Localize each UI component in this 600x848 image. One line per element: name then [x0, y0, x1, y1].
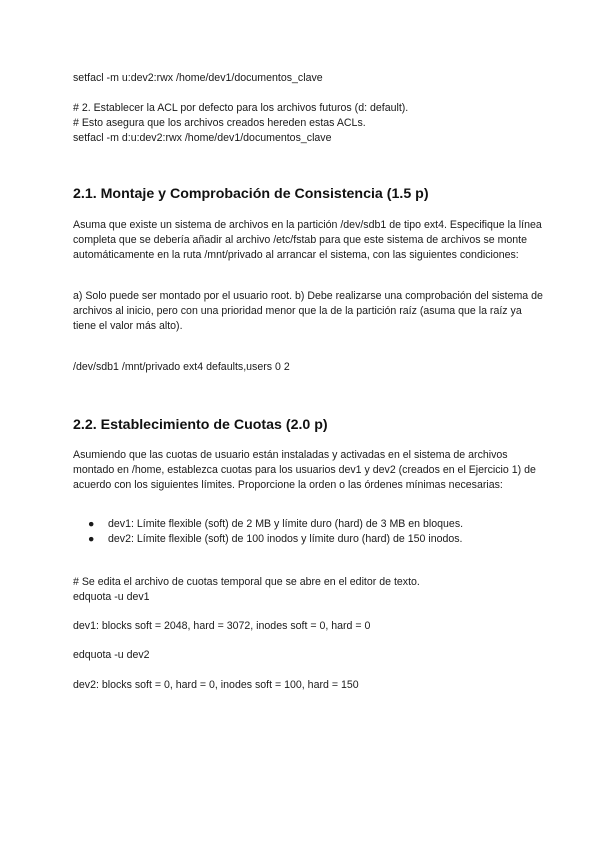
list-item — [88, 532, 463, 547]
code-line-setfacl-user: setfacl -m u:dev2:rwx /home/dev1/documentos_clave — [73, 72, 323, 84]
bullet-icon: ● — [88, 533, 95, 546]
code-line-setfacl-default: setfacl -m d:u:dev2:rwx /home/dev1/documentos_clave — [73, 132, 332, 144]
list-item — [88, 517, 463, 532]
edquota-dev1-command: edquota -u dev1 — [73, 591, 150, 603]
section-2-1-answer: /dev/sdb1 /mnt/privado ext4 defaults,users 0 2 — [73, 361, 290, 373]
comment-line-default-acl: # 2. Establecer la ACL por defecto para los archivos futuros (d: default). — [73, 102, 409, 114]
comment-line-inherit-acl: # Esto asegura que los archivos creados hereden estas ACLs. — [73, 117, 366, 129]
quota-dev1-result: dev1: blocks soft = 2048, hard = 3072, inodes soft = 0, hard = 0 — [73, 620, 371, 632]
bullet-icon: ● — [88, 518, 95, 530]
edquota-dev2-command: edquota -u dev2 — [73, 649, 150, 661]
section-2-2-paragraph-1: Asumiendo que las cuotas de usuario están instaladas y activadas en el sistema de archivos montado en /home, establezca cuotas para los usuarios dev1 y dev2 (creados en el Ejercicio 1) de acuerdo con los siguientes límites. Proporcione la orden o las órdenes mínimas necesarias: — [73, 449, 536, 492]
quota-limits-list — [88, 517, 463, 547]
list-item-text: dev2: Límite flexible (soft) de 100 inodos y límite duro (hard) de 150 inodos. — [108, 533, 463, 546]
list-item-text: dev1: Límite flexible (soft) de 2 MB y límite duro (hard) de 3 MB en bloques. — [108, 518, 464, 530]
section-2-2-title: 2.2. Establecimiento de Cuotas (2.0 p) — [73, 417, 328, 433]
section-2-1-paragraph-1: Asuma que existe un sistema de archivos en la partición /dev/sdb1 de tipo ext4. Especifique la línea completa que se debería añadir al archivo /etc/fstab para que este sistema de archivos se monte automáticamente en la ruta /mnt/privado al arrancar el sistema, con las siguientes condiciones: — [73, 219, 542, 262]
quota-dev2-result: dev2: blocks soft = 0, hard = 0, inodes soft = 100, hard = 150 — [73, 679, 359, 691]
section-2-1-title: 2.1. Montaje y Comprobación de Consistencia (1.5 p) — [73, 186, 429, 202]
section-2-2-answer-comment: # Se edita el archivo de cuotas temporal que se abre en el editor de texto. — [73, 576, 420, 588]
section-2-1-paragraph-2: a) Solo puede ser montado por el usuario root. b) Debe realizarse una comprobación del sistema de archivos al inicio, pero con una prioridad menor que la de la partición raíz (asuma que la raíz ya tiene el valor más alto). — [73, 290, 543, 333]
